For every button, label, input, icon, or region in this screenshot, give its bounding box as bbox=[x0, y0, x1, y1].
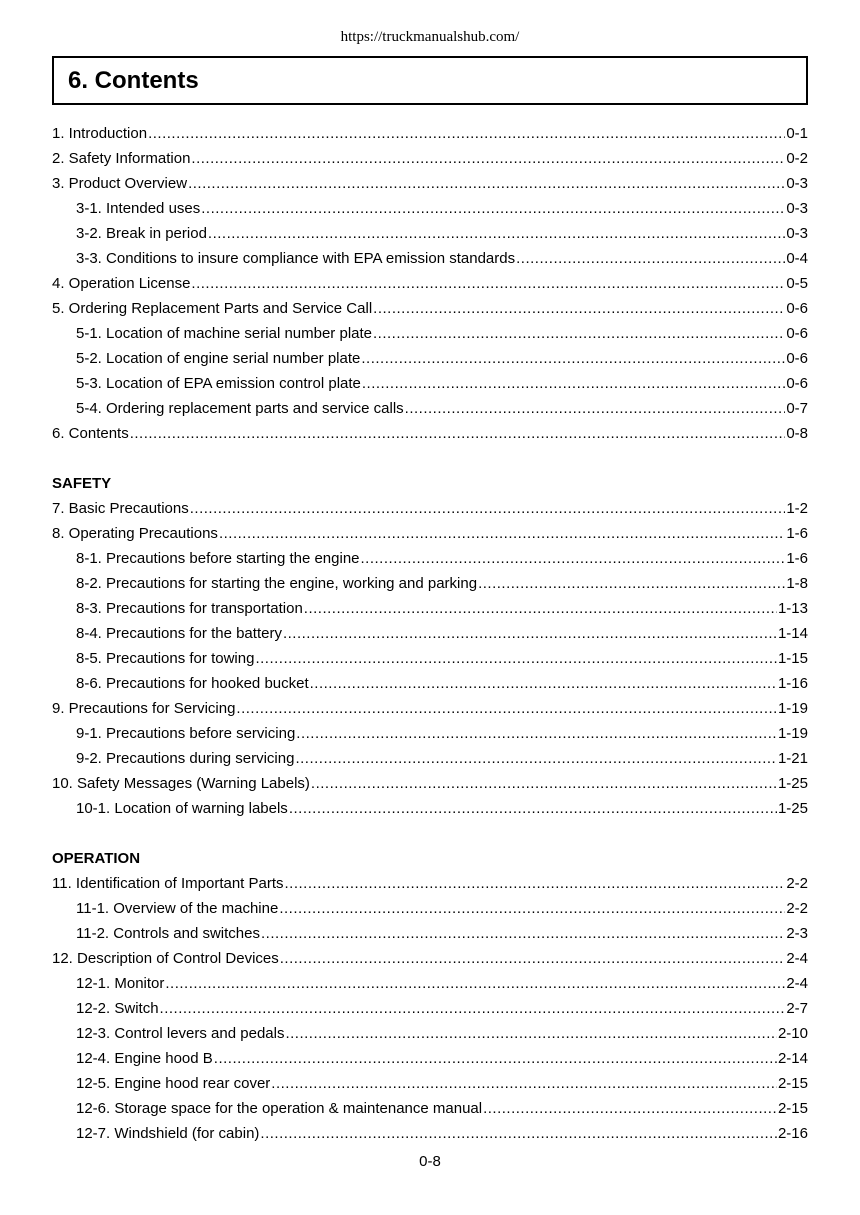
dot-leader bbox=[405, 400, 786, 417]
dot-leader bbox=[190, 500, 786, 517]
toc-section-heading bbox=[52, 846, 808, 871]
toc-entry-page: 0-3 bbox=[786, 175, 808, 192]
toc-subentry[interactable] bbox=[52, 221, 808, 246]
toc-entry-page: 0-3 bbox=[786, 225, 808, 242]
dot-leader bbox=[165, 975, 785, 992]
dot-leader bbox=[478, 575, 785, 592]
dot-leader bbox=[361, 550, 786, 567]
toc-subentry[interactable] bbox=[52, 546, 808, 571]
toc-entry-title: 8. Operating Precautions bbox=[52, 525, 218, 542]
contents-title-box bbox=[52, 56, 808, 105]
toc-entry-page: 2-4 bbox=[786, 950, 808, 967]
toc-entry-title: 12-4. Engine hood B bbox=[76, 1050, 213, 1067]
section-heading-text: SAFETY bbox=[52, 475, 112, 492]
toc-entry-title: 5-3. Location of EPA emission control plate bbox=[76, 375, 361, 392]
toc-entry-page: 2-16 bbox=[777, 1125, 808, 1142]
dot-leader bbox=[188, 175, 785, 192]
dot-leader bbox=[295, 750, 777, 767]
source-url: https://truckmanualshub.com/ bbox=[340, 29, 520, 45]
dot-leader bbox=[285, 875, 786, 892]
toc-subentry[interactable] bbox=[52, 196, 808, 221]
toc-subentry[interactable] bbox=[52, 896, 808, 921]
toc-entry[interactable] bbox=[52, 696, 808, 721]
toc-subentry[interactable] bbox=[52, 646, 808, 671]
toc-entry-title: 7. Basic Precautions bbox=[52, 500, 189, 517]
toc-entry-title: 3. Product Overview bbox=[52, 175, 188, 192]
toc-entry[interactable] bbox=[52, 771, 808, 796]
toc-entry-title: 4. Operation License bbox=[52, 275, 191, 292]
toc-subentry[interactable] bbox=[52, 1096, 808, 1121]
toc-entry-title: 12-6. Storage space for the operation & maintenance manual bbox=[76, 1100, 483, 1117]
toc-entry-title: 8-1. Precautions before starting the engine bbox=[76, 550, 360, 567]
toc-entry-title: 6. Contents bbox=[52, 425, 129, 442]
toc-subentry[interactable] bbox=[52, 621, 808, 646]
toc-entry-page: 2-15 bbox=[777, 1075, 808, 1092]
section-heading-text: OPERATION bbox=[52, 850, 141, 867]
toc-entry-title: 12-5. Engine hood rear cover bbox=[76, 1075, 271, 1092]
dot-leader bbox=[160, 1000, 786, 1017]
toc-subentry[interactable] bbox=[52, 746, 808, 771]
toc-entry[interactable] bbox=[52, 871, 808, 896]
dot-leader bbox=[310, 675, 777, 692]
toc-entry-title: 3-1. Intended uses bbox=[76, 200, 201, 217]
toc-subentry[interactable] bbox=[52, 1071, 808, 1096]
toc-entry-title: 8-5. Precautions for towing bbox=[76, 650, 255, 667]
toc-entry-title: 12-3. Control levers and pedals bbox=[76, 1025, 285, 1042]
dot-leader bbox=[311, 775, 777, 792]
toc-entry-title: 2. Safety Information bbox=[52, 150, 191, 167]
dot-leader bbox=[362, 375, 785, 392]
toc-entry[interactable] bbox=[52, 521, 808, 546]
toc-entry-page: 0-6 bbox=[786, 300, 808, 317]
toc-entry-title: 12-7. Windshield (for cabin) bbox=[76, 1125, 260, 1142]
toc-entry-title: 12. Description of Control Devices bbox=[52, 950, 279, 967]
toc-spacer bbox=[52, 446, 808, 471]
toc-entry-page: 0-2 bbox=[786, 150, 808, 167]
toc-entry-page: 2-14 bbox=[777, 1050, 808, 1067]
dot-leader bbox=[289, 800, 777, 817]
toc-entry-page: 0-6 bbox=[786, 350, 808, 367]
toc-entry-page: 1-6 bbox=[786, 550, 808, 567]
dot-leader bbox=[201, 200, 785, 217]
dot-leader bbox=[280, 950, 786, 967]
toc-entry-page: 1-16 bbox=[777, 675, 808, 692]
toc-entry-page: 0-8 bbox=[786, 425, 808, 442]
toc-subentry[interactable] bbox=[52, 1121, 808, 1146]
toc-entry-title: 9-2. Precautions during servicing bbox=[76, 750, 295, 767]
page-title: 6. Contents bbox=[68, 67, 199, 94]
toc-entry-title: 8-6. Precautions for hooked bucket bbox=[76, 675, 309, 692]
toc-entry-title: 12-1. Monitor bbox=[76, 975, 165, 992]
toc-subentry[interactable] bbox=[52, 671, 808, 696]
dot-leader bbox=[130, 425, 786, 442]
toc-entry-title: 5-1. Location of machine serial number plate bbox=[76, 325, 373, 342]
toc-subentry[interactable] bbox=[52, 346, 808, 371]
toc-entry-title: 8-2. Precautions for starting the engine, working and parking bbox=[76, 575, 478, 592]
toc-entry-page: 2-10 bbox=[777, 1025, 808, 1042]
toc-section-heading bbox=[52, 471, 808, 496]
toc-entry-title: 5. Ordering Replacement Parts and Service Call bbox=[52, 300, 373, 317]
toc-subentry[interactable] bbox=[52, 246, 808, 271]
toc-subentry[interactable] bbox=[52, 1021, 808, 1046]
toc-subentry[interactable] bbox=[52, 796, 808, 821]
dot-leader bbox=[373, 325, 785, 342]
dot-leader bbox=[373, 300, 785, 317]
toc-entry-page: 2-7 bbox=[786, 1000, 808, 1017]
toc-entry[interactable] bbox=[52, 946, 808, 971]
toc-entry[interactable] bbox=[52, 171, 808, 196]
toc-entry-page: 0-6 bbox=[786, 375, 808, 392]
toc-subentry[interactable] bbox=[52, 571, 808, 596]
dot-leader bbox=[283, 625, 777, 642]
toc-entry[interactable] bbox=[52, 496, 808, 521]
dot-leader bbox=[260, 1125, 777, 1142]
toc-subentry[interactable] bbox=[52, 596, 808, 621]
toc-entry-title: 5-2. Location of engine serial number plate bbox=[76, 350, 361, 367]
dot-leader bbox=[483, 1100, 777, 1117]
dot-leader bbox=[361, 350, 785, 367]
toc-entry-title: 8-4. Precautions for the battery bbox=[76, 625, 282, 642]
toc-subentry[interactable] bbox=[52, 1046, 808, 1071]
toc-entry-title: 10. Safety Messages (Warning Labels) bbox=[52, 775, 310, 792]
toc-entry-page: 1-8 bbox=[786, 575, 808, 592]
toc-entry-page: 0-7 bbox=[786, 400, 808, 417]
toc-subentry[interactable] bbox=[52, 996, 808, 1021]
toc-entry-page: 2-2 bbox=[786, 875, 808, 892]
toc-entry-page: 1-25 bbox=[777, 775, 808, 792]
toc-spacer bbox=[52, 821, 808, 846]
dot-leader bbox=[148, 125, 785, 142]
toc-entry[interactable] bbox=[52, 296, 808, 321]
toc-entry[interactable] bbox=[52, 421, 808, 446]
toc-entry-title: 9-1. Precautions before servicing bbox=[76, 725, 296, 742]
dot-leader bbox=[214, 1050, 777, 1067]
toc-entry-page: 1-21 bbox=[777, 750, 808, 767]
toc-subentry[interactable] bbox=[52, 396, 808, 421]
dot-leader bbox=[191, 275, 785, 292]
toc-subentry[interactable] bbox=[52, 921, 808, 946]
toc-entry-page: 0-5 bbox=[786, 275, 808, 292]
toc-entry-page: 1-6 bbox=[786, 525, 808, 542]
page-number: 0-8 bbox=[419, 1153, 441, 1170]
toc-entry-page: 2-4 bbox=[786, 975, 808, 992]
toc-entry-title: 11. Identification of Important Parts bbox=[52, 875, 284, 892]
dot-leader bbox=[219, 525, 785, 542]
toc-entry-page: 0-6 bbox=[786, 325, 808, 342]
toc-entry-page: 2-2 bbox=[786, 900, 808, 917]
toc-entry-title: 11-1. Overview of the machine bbox=[76, 900, 279, 917]
dot-leader bbox=[208, 225, 785, 242]
table-of-contents bbox=[52, 121, 808, 1146]
toc-entry-page: 1-15 bbox=[777, 650, 808, 667]
toc-entry-title: 8-3. Precautions for transportation bbox=[76, 600, 303, 617]
toc-subentry[interactable] bbox=[52, 321, 808, 346]
toc-entry-title: 5-4. Ordering replacement parts and service calls bbox=[76, 400, 404, 417]
dot-leader bbox=[279, 900, 785, 917]
dot-leader bbox=[236, 700, 777, 717]
toc-entry[interactable] bbox=[52, 271, 808, 296]
dot-leader bbox=[516, 250, 785, 267]
toc-entry-page: 1-19 bbox=[777, 725, 808, 742]
toc-entry[interactable] bbox=[52, 146, 808, 171]
dot-leader bbox=[255, 650, 777, 667]
toc-entry-page: 0-4 bbox=[786, 250, 808, 267]
toc-entry-title: 1. Introduction bbox=[52, 125, 148, 142]
toc-entry-page: 0-1 bbox=[786, 125, 808, 142]
toc-entry-page: 2-3 bbox=[786, 925, 808, 942]
dot-leader bbox=[261, 925, 785, 942]
toc-entry-title: 9. Precautions for Servicing bbox=[52, 700, 236, 717]
toc-entry-page: 1-2 bbox=[786, 500, 808, 517]
toc-entry[interactable] bbox=[52, 121, 808, 146]
toc-entry-page: 1-25 bbox=[777, 800, 808, 817]
toc-entry-title: 10-1. Location of warning labels bbox=[76, 800, 288, 817]
dot-leader bbox=[304, 600, 777, 617]
toc-entry-page: 0-3 bbox=[786, 200, 808, 217]
dot-leader bbox=[271, 1075, 777, 1092]
dot-leader bbox=[296, 725, 777, 742]
toc-entry-page: 1-14 bbox=[777, 625, 808, 642]
toc-entry-title: 12-2. Switch bbox=[76, 1000, 159, 1017]
toc-entry-title: 3-3. Conditions to insure compliance with EPA emission standards bbox=[76, 250, 516, 267]
toc-entry-page: 2-15 bbox=[777, 1100, 808, 1117]
toc-subentry[interactable] bbox=[52, 971, 808, 996]
toc-subentry[interactable] bbox=[52, 371, 808, 396]
dot-leader bbox=[285, 1025, 777, 1042]
dot-leader bbox=[191, 150, 785, 167]
toc-entry-title: 3-2. Break in period bbox=[76, 225, 207, 242]
toc-entry-title: 11-2. Controls and switches bbox=[76, 925, 260, 942]
toc-subentry[interactable] bbox=[52, 721, 808, 746]
toc-entry-page: 1-19 bbox=[777, 700, 808, 717]
toc-entry-page: 1-13 bbox=[777, 600, 808, 617]
